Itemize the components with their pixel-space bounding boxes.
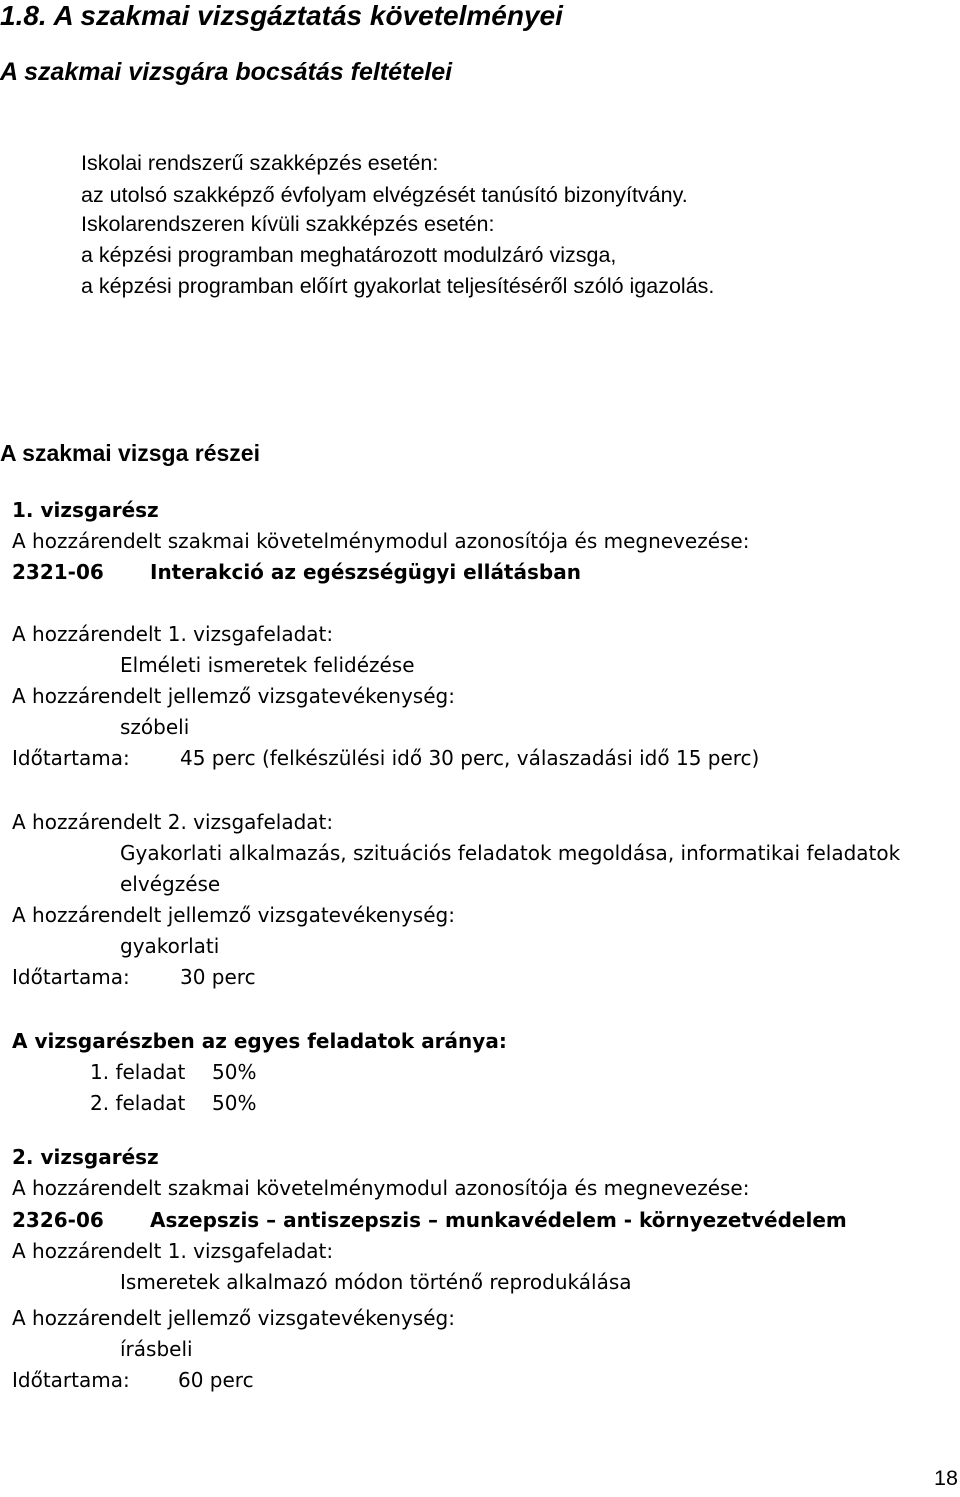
part1-task1-duration: 45 perc (felkészülési idő 30 perc, válaszadási idő 15 perc) bbox=[180, 746, 760, 770]
ratio-task: 2. feladat bbox=[90, 1091, 186, 1115]
admission-heading: A szakmai vizsgára bocsátás feltételei bbox=[0, 58, 453, 86]
part1-module-name: Interakció az egészségügyi ellátásban bbox=[150, 560, 581, 584]
part1-task2-duration: 30 perc bbox=[180, 965, 256, 989]
part1-task1-activity: szóbeli bbox=[120, 715, 190, 739]
part2-module-label: A hozzárendelt szakmai követelménymodul azonosítója és megnevezése: bbox=[12, 1176, 750, 1200]
admission-line: Iskolai rendszerű szakképzés esetén: bbox=[81, 151, 439, 175]
ratio-value: 50% bbox=[212, 1060, 257, 1084]
page-number: 18 bbox=[934, 1466, 958, 1490]
part2-task1-label: A hozzárendelt 1. vizsgafeladat: bbox=[12, 1239, 334, 1263]
ratio-task: 1. feladat bbox=[90, 1060, 186, 1084]
ratio-heading: A vizsgarészben az egyes feladatok aránya: bbox=[12, 1029, 507, 1053]
section-title: 1.8. A szakmai vizsgáztatás követelményei bbox=[0, 0, 563, 31]
part1-task2-label: A hozzárendelt 2. vizsgafeladat: bbox=[12, 810, 334, 834]
part2-task1-activity: írásbeli bbox=[120, 1337, 193, 1361]
part2-task1-duration-label: Időtartama: bbox=[12, 1368, 130, 1392]
part2-title: 2. vizsgarész bbox=[12, 1145, 159, 1169]
part1-task1-label: A hozzárendelt 1. vizsgafeladat: bbox=[12, 622, 334, 646]
admission-line: az utolsó szakképző évfolyam elvégzését tanúsító bizonyítvány. bbox=[81, 183, 688, 207]
admission-line: a képzési programban előírt gyakorlat teljesítéséről szóló igazolás. bbox=[81, 274, 715, 298]
admission-line: Iskolarendszeren kívüli szakképzés esetén: bbox=[81, 212, 495, 236]
part1-task2-name-cont: elvégzése bbox=[120, 872, 221, 896]
part1-task2-name: Gyakorlati alkalmazás, szituációs feladatok megoldása, informatikai feladatok bbox=[120, 841, 901, 865]
admission-line: a képzési programban meghatározott modulzáró vizsga, bbox=[81, 243, 617, 267]
part1-module-code: 2321-06 bbox=[12, 560, 104, 584]
part2-task1-name: Ismeretek alkalmazó módon történő reprodukálása bbox=[120, 1270, 632, 1294]
part1-task2-activity-label: A hozzárendelt jellemző vizsgatevékenység: bbox=[12, 903, 455, 927]
part1-task2-duration-label: Időtartama: bbox=[12, 965, 130, 989]
ratio-value: 50% bbox=[212, 1091, 257, 1115]
part1-module-label: A hozzárendelt szakmai követelménymodul azonosítója és megnevezése: bbox=[12, 529, 750, 553]
part2-module-code: 2326-06 bbox=[12, 1208, 104, 1232]
part1-task2-activity: gyakorlati bbox=[120, 934, 220, 958]
part2-task1-activity-label: A hozzárendelt jellemző vizsgatevékenység: bbox=[12, 1306, 455, 1330]
part1-task1-duration-label: Időtartama: bbox=[12, 746, 130, 770]
part2-module-name: Aszepszis – antiszepszis – munkavédelem - környezetvédelem bbox=[150, 1208, 847, 1232]
parts-heading: A szakmai vizsga részei bbox=[0, 440, 260, 466]
part1-title: 1. vizsgarész bbox=[12, 498, 159, 522]
part1-task1-activity-label: A hozzárendelt jellemző vizsgatevékenység: bbox=[12, 684, 455, 708]
part2-task1-duration: 60 perc bbox=[178, 1368, 254, 1392]
part1-task1-name: Elméleti ismeretek felidézése bbox=[120, 653, 415, 677]
